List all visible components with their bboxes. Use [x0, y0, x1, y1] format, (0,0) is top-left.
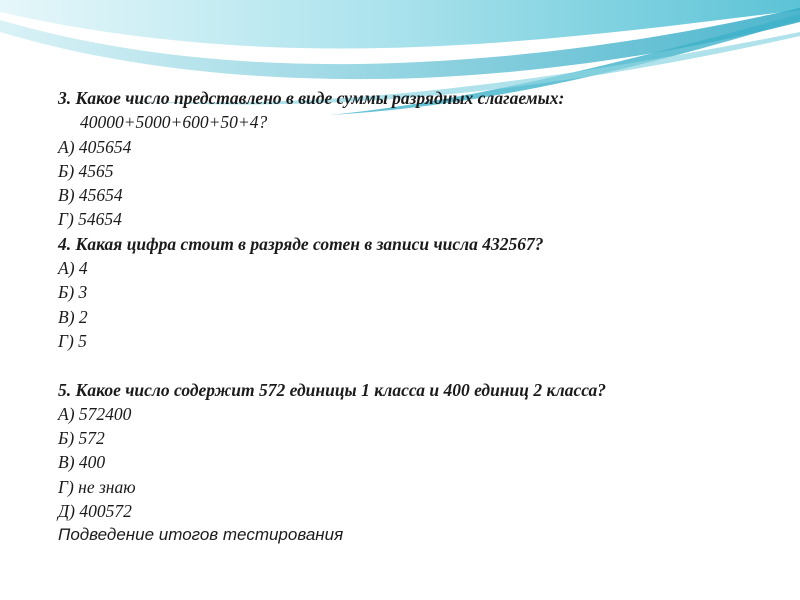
- answer-option: Б) 4565: [58, 160, 114, 181]
- answer-option: В) 45654: [58, 185, 123, 206]
- answer-option: А) 405654: [58, 136, 132, 157]
- answer-option: Б) 3: [58, 282, 88, 303]
- answer-option: Г) не знаю: [58, 476, 136, 497]
- blank-line: [58, 353, 778, 377]
- question-3-title: 3. Какое число представлено в виде суммы разрядных слагаемых:: [58, 88, 565, 108]
- answer-option: Г) 54654: [58, 209, 122, 230]
- answer-option: Б) 572: [58, 428, 105, 449]
- answer-option: Д) 400572: [58, 501, 132, 522]
- question-4-title: 4. Какая цифра стоит в разряде сотен в записи числа 432567?: [58, 233, 544, 254]
- answer-option: В) 2: [58, 306, 88, 327]
- answer-option: Г) 5: [58, 330, 87, 351]
- answer-option: В) 400: [58, 452, 106, 473]
- question-5-title: 5. Какое число содержит 572 единицы 1 класса и 400 единиц 2 класса?: [58, 379, 607, 400]
- question-3-expression: 40000+5000+600+50+4?: [80, 112, 268, 133]
- answer-option: А) 4: [58, 258, 88, 279]
- summary-footer: Подведение итогов тестирования: [58, 525, 344, 545]
- answer-option: А) 572400: [58, 403, 132, 424]
- slide-content: [58, 86, 778, 548]
